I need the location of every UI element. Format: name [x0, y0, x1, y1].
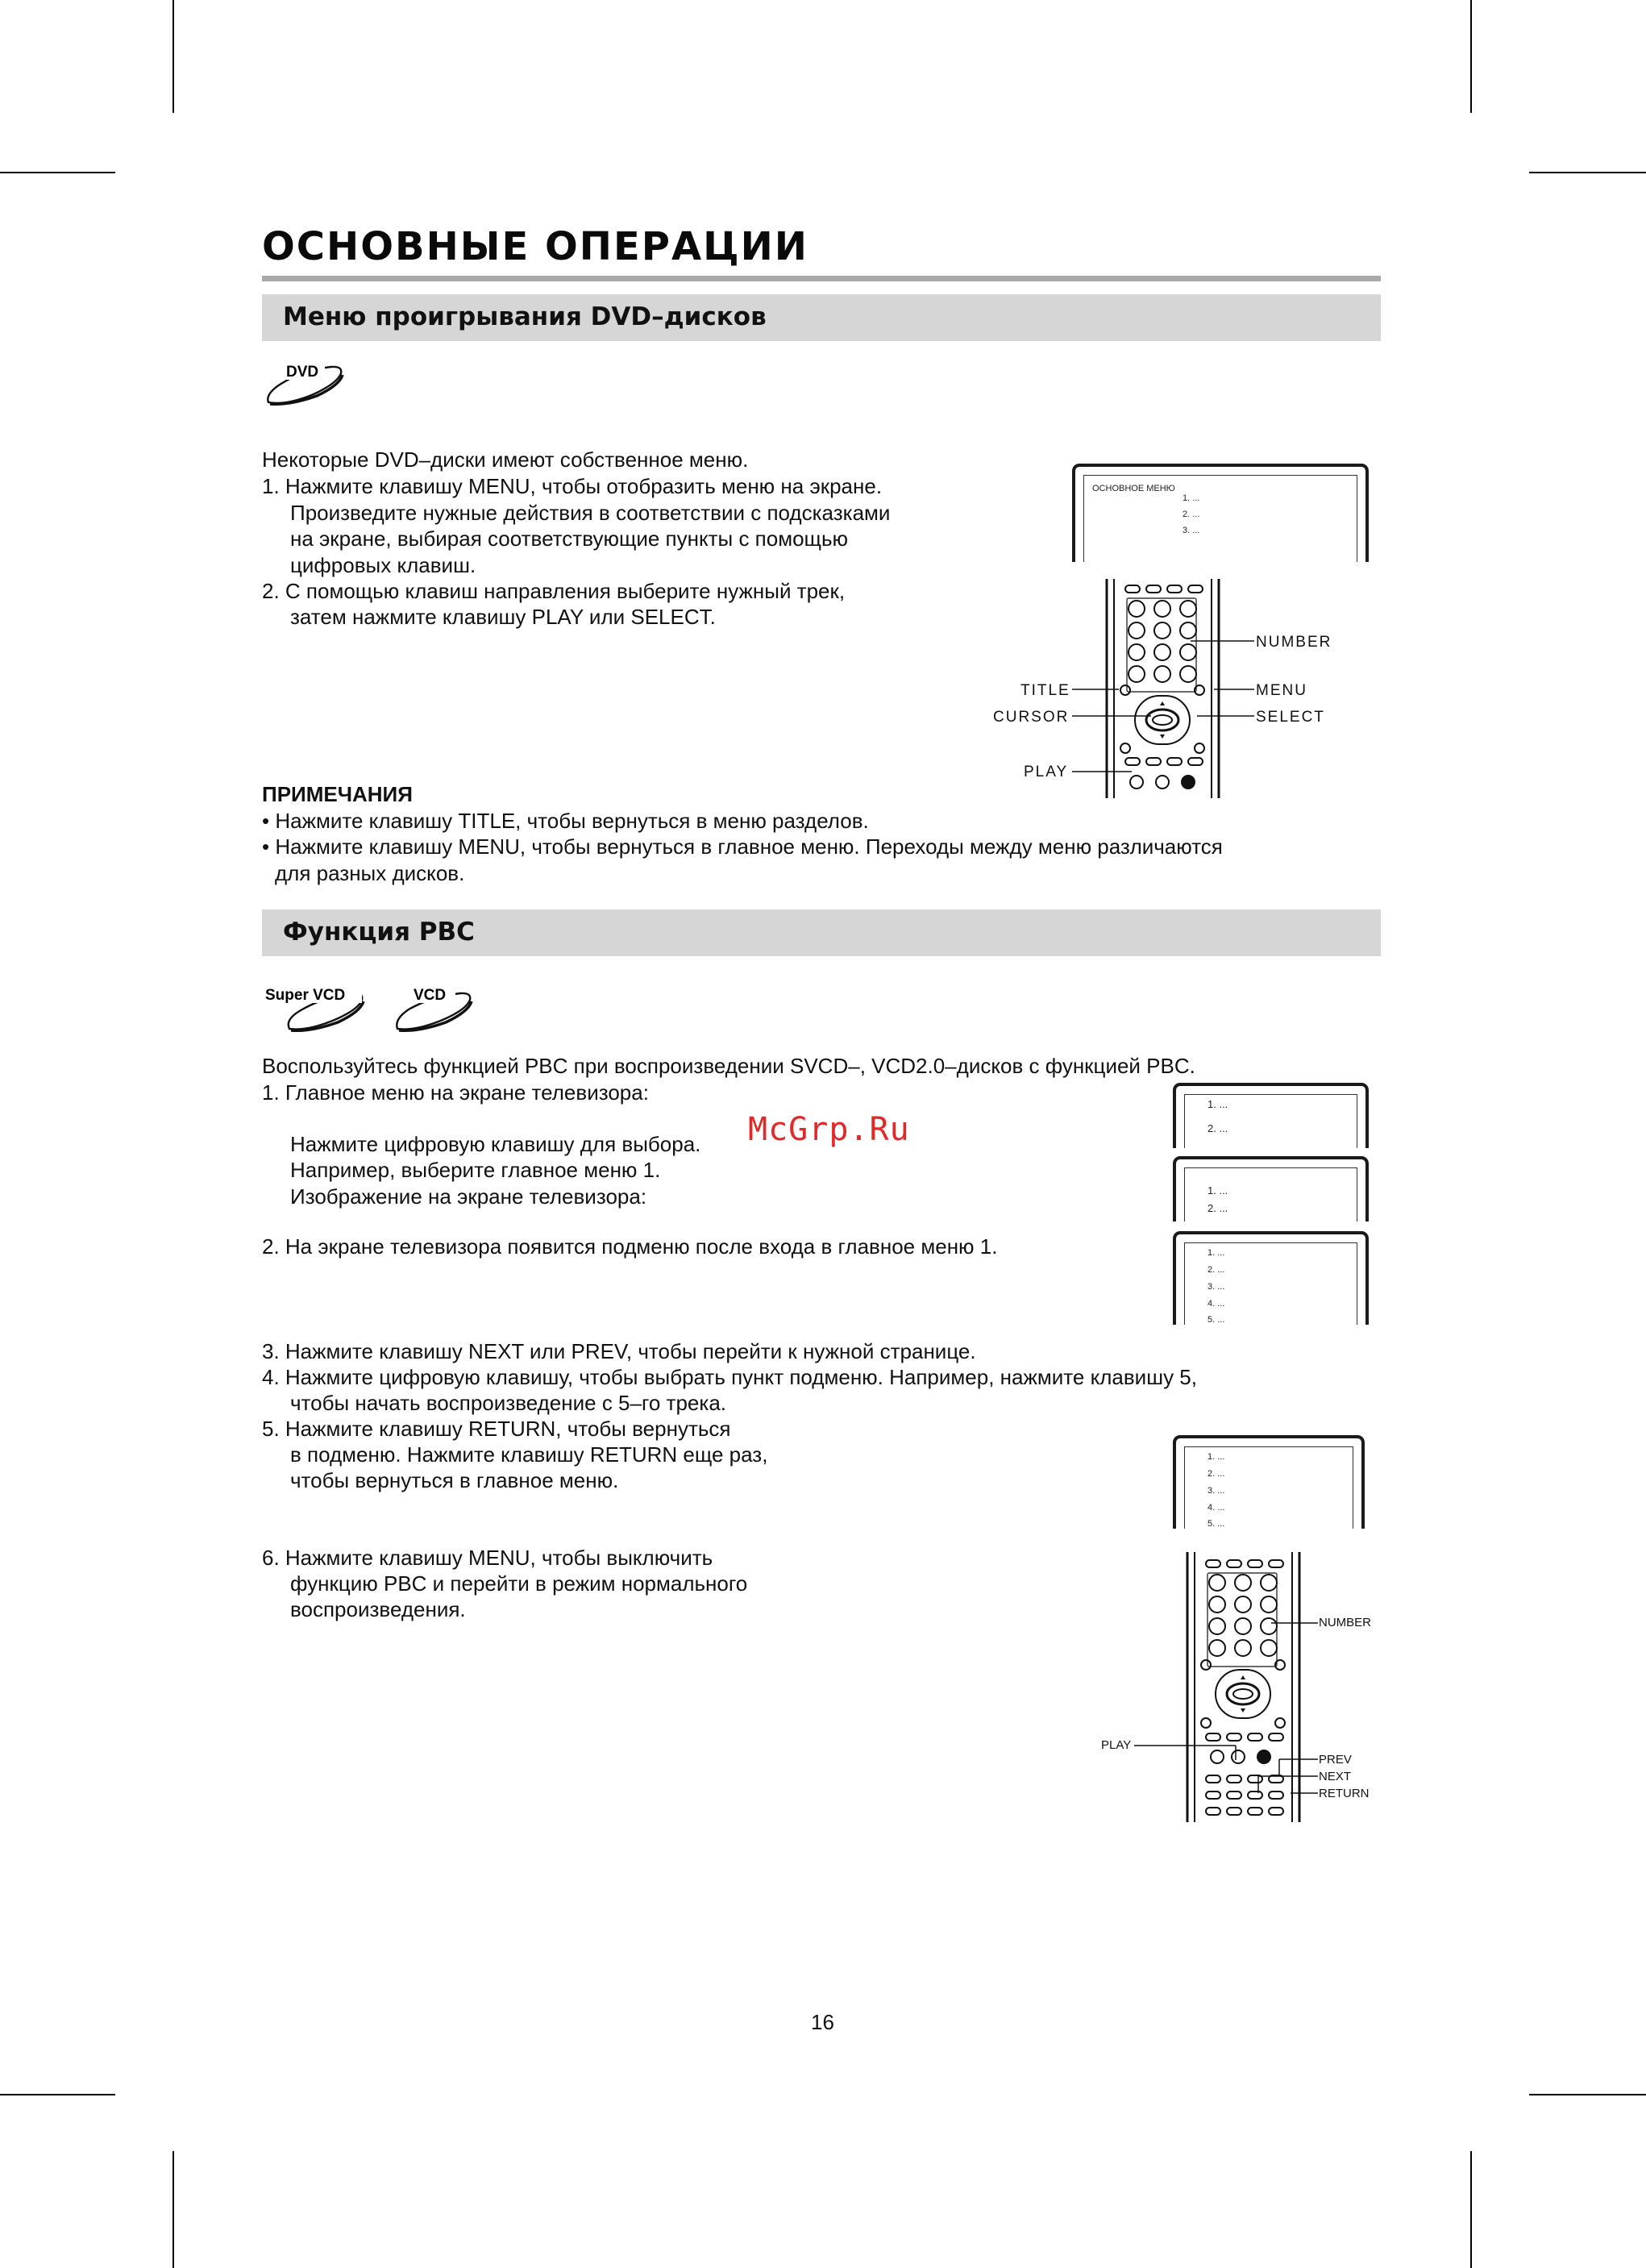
pbc-step-3: 3. Нажмите клавишу NEXT или PREV, чтобы перейти к нужной странице.: [262, 1339, 976, 1363]
crop-mark: [172, 0, 174, 113]
screen-menu-item: 1. ...: [1207, 1452, 1225, 1462]
note-item: • Нажмите клавишу MENU, чтобы вернуться в главное меню. Переходы между меню различаются: [262, 834, 1223, 859]
watermark: McGrp.Ru: [748, 1111, 910, 1148]
vcd-logo-text: VCD: [414, 987, 447, 1004]
screen-menu-item: 3. ...: [1207, 1486, 1225, 1496]
tv-screen-pbc-select: [1173, 1156, 1369, 1221]
crop-mark: [1470, 0, 1472, 113]
dvd-step-1-cont: на экране, выбирая соответствующие пункты с помощью: [290, 526, 848, 551]
dvd-step-1: 1. Нажмите клавишу MENU, чтобы отобразить меню на экране.: [262, 474, 883, 498]
pbc-step-5-cont: в подменю. Нажмите клавишу RETURN еще раз,: [290, 1442, 768, 1467]
remote-label-play: PLAY: [1101, 1738, 1132, 1752]
tv-screen-main-menu: [1072, 464, 1369, 562]
pbc-step-4: 4. Нажмите цифровую клавишу, чтобы выбрать пункт подменю. Например, нажмите клавишу 5,: [262, 1365, 1197, 1389]
title-rule: [262, 276, 1381, 281]
screen-menu-item: 4. ...: [1207, 1503, 1225, 1513]
dvd-step-1-cont: Произведите нужные действия в соответствии с подсказками: [290, 501, 891, 525]
remote-label-cursor: CURSOR: [993, 709, 1070, 726]
vcd-disc-logo-icon: [391, 982, 476, 1034]
notes-heading: ПРИМЕЧАНИЯ: [262, 782, 413, 806]
super-vcd-disc-logo-icon: [262, 982, 375, 1034]
tv-screen-inner: [1184, 1446, 1353, 1529]
dvd-step-2-cont: затем нажмите клавишу PLAY или SELECT.: [290, 605, 716, 629]
section-heading-text: Функция PBC: [283, 918, 475, 947]
crop-mark: [0, 172, 115, 173]
page-number: 16: [811, 2010, 834, 2034]
dvd-step-2: 2. С помощью клавиш направления выберите нужный трек,: [262, 579, 846, 603]
screen-menu-item: 3. ...: [1207, 1282, 1225, 1292]
screen-menu-item: 2. ...: [1207, 1469, 1225, 1479]
page-title: ОСНОВНЫЕ ОПЕРАЦИИ: [262, 224, 808, 269]
pbc-step-1: 1. Главное меню на экране телевизора:: [262, 1080, 649, 1105]
crop-mark: [1529, 172, 1646, 173]
section-heading-dvd-menu: [262, 294, 1381, 341]
tv-screen-pbc-submenu: [1173, 1231, 1369, 1325]
remote-label-title: TITLE: [1020, 682, 1070, 699]
note-item: • Нажмите клавишу TITLE, чтобы вернуться в меню разделов.: [262, 809, 869, 833]
crop-mark: [172, 2151, 174, 2268]
screen-menu-item: 3. ...: [1183, 526, 1200, 535]
dvd-intro-text: Некоторые DVD–диски имеют собственное меню.: [262, 447, 749, 472]
tv-screen-pbc-menu: [1173, 1083, 1369, 1148]
screen-menu-item: 2. ...: [1183, 510, 1200, 519]
remote-label-number: NUMBER: [1256, 634, 1332, 651]
section-heading-text: Меню проигрывания DVD–дисков: [283, 302, 767, 331]
crop-mark: [0, 2094, 115, 2095]
remote-callout-lines: [1133, 1613, 1326, 1806]
remote-callout-lines: [1064, 633, 1266, 778]
screen-menu-item: 5. ...: [1207, 1315, 1225, 1325]
pbc-step-2: 2. На экране телевизора появится подменю после входа в главное меню 1.: [262, 1234, 998, 1259]
screen-menu-item: 1. ...: [1207, 1098, 1228, 1110]
dvd-logo-text: DVD: [286, 364, 319, 381]
pbc-step-6-cont: функцию PBC и перейти в режим нормального: [290, 1571, 748, 1596]
screen-menu-item: 1. ...: [1183, 493, 1200, 503]
remote-label-return: RETURN: [1319, 1787, 1370, 1800]
remote-label-prev: PREV: [1319, 1753, 1352, 1767]
screen-menu-item: 1. ...: [1207, 1184, 1228, 1196]
pbc-step-6-cont: воспроизведения.: [290, 1597, 466, 1621]
pbc-step-4-cont: чтобы начать воспроизведение с 5–го трека.: [290, 1391, 727, 1415]
screen-menu-item: 5. ...: [1207, 1519, 1225, 1529]
section-heading-pbc: [262, 909, 1381, 956]
dvd-step-1-cont: цифровых клавиш.: [290, 553, 476, 577]
screen-menu-item: 1. ...: [1207, 1248, 1225, 1258]
tv-screen-pbc-return: [1173, 1435, 1365, 1529]
crop-mark: [1529, 2094, 1646, 2095]
screen-menu-item: 2. ...: [1207, 1265, 1225, 1275]
pbc-intro-text: Воспользуйтесь функцией PBC при воспроизведении SVCD–, VCD2.0–дисков с функцией PBC.: [262, 1054, 1195, 1078]
screen-menu-title: ОСНОВНОЕ МЕНЮ: [1092, 484, 1175, 493]
screen-menu-item: 4. ...: [1207, 1299, 1225, 1309]
pbc-step-6: 6. Нажмите клавишу MENU, чтобы выключить: [262, 1546, 713, 1570]
pbc-step-1-cont: Нажмите цифровую клавишу для выбора.: [290, 1132, 701, 1156]
dvd-disc-logo-icon: [262, 359, 347, 409]
tv-screen-inner: [1184, 1167, 1357, 1221]
remote-label-menu: MENU: [1256, 682, 1307, 699]
pbc-step-5-cont: чтобы вернуться в главное меню.: [290, 1468, 619, 1492]
pbc-step-5: 5. Нажмите клавишу RETURN, чтобы вернуться: [262, 1417, 731, 1441]
crop-mark: [1470, 2151, 1472, 2268]
pbc-step-1-cont: Изображение на экране телевизора:: [290, 1184, 647, 1209]
tv-screen-inner: [1184, 1094, 1357, 1148]
remote-label-select: SELECT: [1256, 709, 1325, 726]
screen-menu-item: 2. ...: [1207, 1202, 1228, 1214]
super-vcd-logo-text: Super VCD: [265, 987, 346, 1004]
pbc-step-1-cont: Например, выберите главное меню 1.: [290, 1158, 661, 1182]
remote-label-number: NUMBER: [1319, 1616, 1372, 1629]
remote-label-next: NEXT: [1319, 1770, 1352, 1783]
note-item-cont: для разных дисков.: [275, 861, 465, 885]
tv-screen-inner: [1083, 475, 1357, 562]
remote-label-play: PLAY: [1024, 764, 1069, 780]
screen-menu-item: 2. ...: [1207, 1122, 1228, 1134]
tv-screen-inner: [1184, 1242, 1357, 1325]
